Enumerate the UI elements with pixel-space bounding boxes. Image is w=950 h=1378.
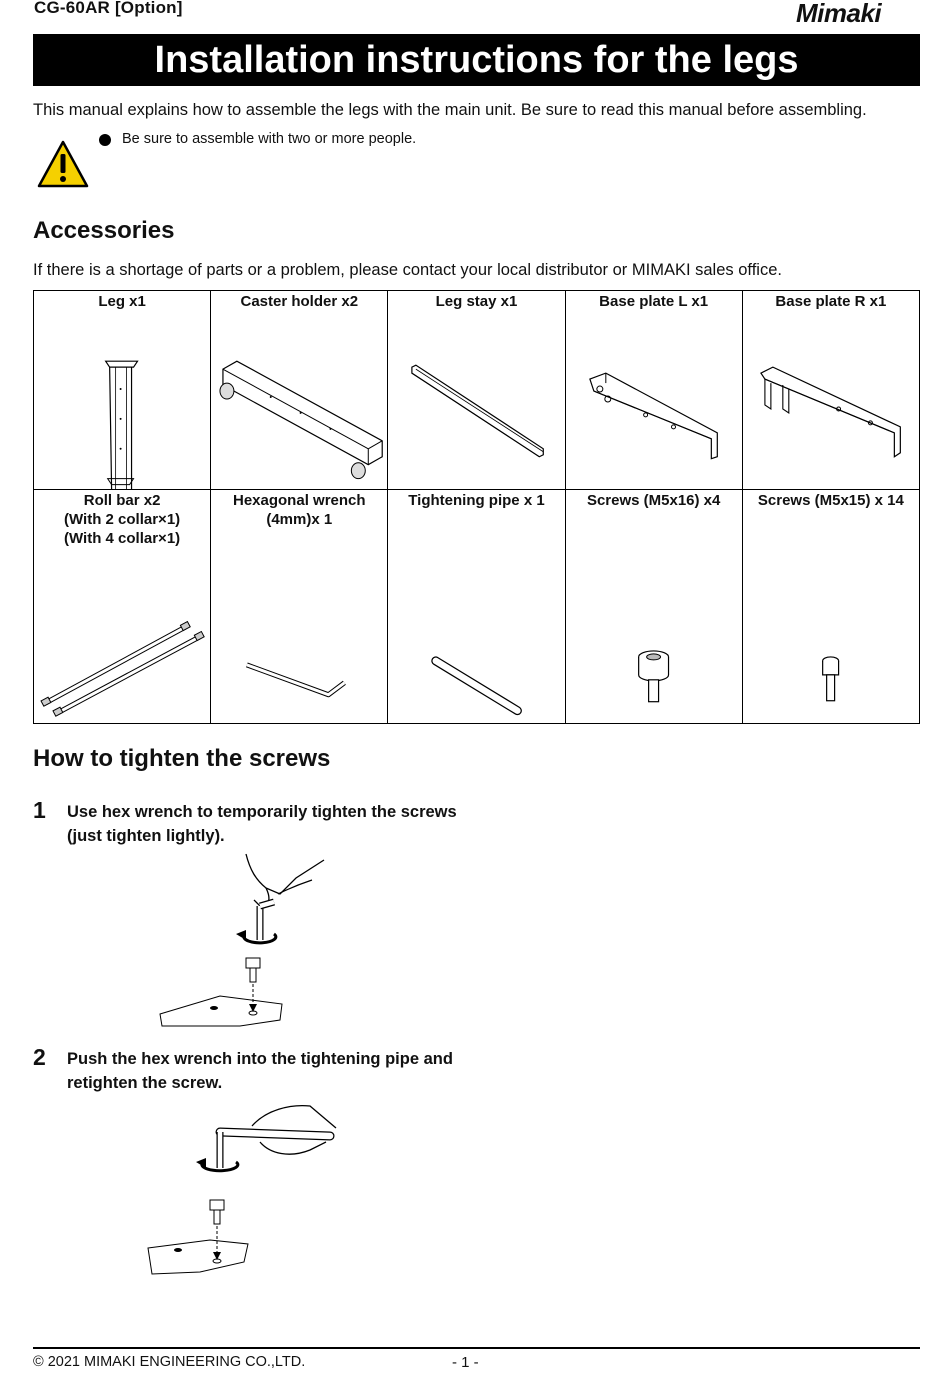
accessory-label: Leg stay x1 [435,293,518,310]
accessory-cell [34,490,211,724]
accessory-label: Roll bar x2 (With 2 collar×1) (With 4 collar×1) [64,492,181,547]
step-text: Push the hex wrench into the tightening pipe and retighten the screw. [67,1050,453,1092]
step1-illustration [150,850,340,1030]
accessory-label: Leg x1 [98,293,146,310]
step2-illustration [140,1098,350,1278]
warning-triangle-icon [37,140,89,188]
footer-divider [33,1347,920,1349]
model-name: CG-60AR [Option] [34,0,183,17]
accessory-cell [388,490,565,724]
accessory-label: Tightening pipe x 1 [408,492,545,509]
caster-holder-illustration [211,309,387,489]
accessory-cell [388,291,565,490]
title-bar [33,34,920,86]
hex-wrench-illustration [211,553,387,723]
step-number: 1 [33,797,46,823]
accessory-label: Screws (M5x15) x 14 [757,492,904,509]
accessory-cell [565,291,742,490]
accessory-cell [565,490,742,724]
tightening-pipe-illustration [388,553,564,723]
accessories-description: If there is a shortage of parts or a problem, please contact your local distributor or MIMAKI sales office. [33,261,782,279]
accessory-cell [742,490,919,724]
screw-m5x15-illustration [743,553,919,723]
step-number: 2 [33,1044,46,1070]
page-number: - 1 - [452,1354,479,1371]
bullet-icon [99,134,111,146]
leg-illustration [34,309,210,489]
page-title: Installation instructions for the legs [154,38,799,81]
howto-heading: How to tighten the screws [33,745,331,772]
accessory-cell [211,291,388,490]
accessory-label: Base plate R x1 [775,293,887,310]
base-plate-r-illustration [743,309,919,489]
accessory-label: Base plate L x1 [599,293,709,310]
base-plate-l-illustration [566,309,742,489]
accessory-label: Hexagonal wrench (4mm)x 1 [233,492,366,528]
step-text: Use hex wrench to temporarily tighten the screws (just tighten lightly). [67,803,457,845]
warning-note: Be sure to assemble with two or more people. [122,131,417,147]
screw-m5x16-illustration [566,553,742,723]
leg-stay-illustration [388,309,564,489]
brand-logo: Mimaki [796,0,882,28]
intro-text: This manual explains how to assemble the legs with the main unit. Be sure to read this manual before assembling. [33,101,867,119]
accessories-heading: Accessories [33,217,175,244]
accessory-cell [34,291,211,490]
accessories-table [33,290,920,724]
accessory-cell [742,291,919,490]
accessory-label: Screws (M5x16) x4 [586,492,721,509]
accessory-cell [211,490,388,724]
accessory-label: Caster holder x2 [240,293,359,310]
copyright-text: © 2021 MIMAKI ENGINEERING CO.,LTD. [33,1354,306,1370]
roll-bar-illustration [34,553,210,723]
